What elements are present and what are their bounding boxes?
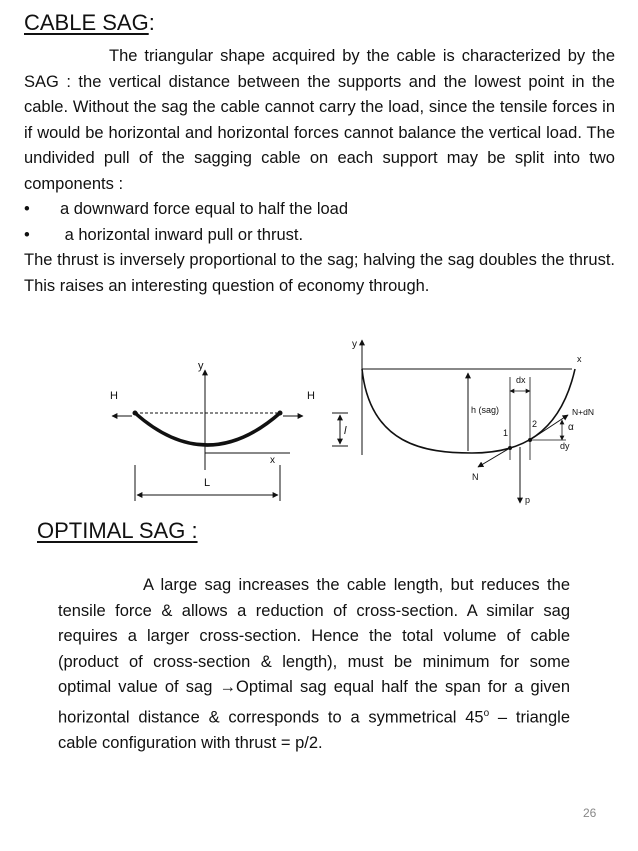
arrow-symbol: →: [219, 678, 236, 696]
optimal-sag-text: A large sag increases the cable length, but reduces the tensile force & allows a reduction of cross-section. A similar sag requires a larger cross-section. Hence the total volume of cable (product of cross-section & length), must be minimum for some optimal value of sag: [58, 576, 570, 696]
bullet-symbol: •: [24, 200, 30, 218]
point-2-label: 2: [532, 419, 538, 429]
sag-label: h (sag): [471, 405, 500, 415]
x-axis-label: x: [577, 354, 582, 364]
x-axis-label: x: [270, 455, 275, 466]
dy-label: dy: [560, 441, 570, 451]
cable-sag-heading: CABLE SAG:: [24, 10, 155, 35]
optimal-sag-text-continued: Optimal sag equal half the span for a given horizontal distance & corresponds to a symmetrical 45: [58, 678, 570, 726]
bullet-text: a downward force equal to half the load: [60, 200, 349, 218]
optimal-sag-heading: OPTIMAL SAG :: [37, 518, 198, 543]
dx-label: dx: [516, 375, 526, 385]
point-1-label: 1: [503, 428, 509, 438]
cable-sag-body: [24, 44, 615, 299]
load-label: p: [525, 495, 531, 505]
thrust-label-left: H: [110, 390, 118, 402]
support-right: [278, 411, 283, 416]
cable-sag-closing: The thrust is inversely proportional to the sag; halving the sag doubles the thrust. This raises an interesting question of economy through.: [24, 251, 615, 295]
bullet-item: [24, 197, 615, 223]
bullet-text: a horizontal inward pull or thrust.: [60, 225, 304, 244]
optimal-sag-body: [58, 573, 570, 756]
page-number: 26: [583, 806, 597, 820]
cable-thrust-diagram: [110, 355, 360, 515]
tension-left-label: N: [472, 472, 479, 482]
support-left: [133, 411, 138, 416]
span-label: L: [204, 477, 211, 489]
optimal-sag-text-end: – triangle cable configuration with thrust = p/2.: [58, 708, 570, 752]
angle-label: α: [568, 422, 574, 433]
degree-symbol: o: [483, 707, 490, 719]
bullet-item: [24, 223, 615, 249]
cable-curve: [135, 413, 280, 445]
y-axis-label: y: [198, 360, 204, 372]
cable-element-diagram: [340, 335, 630, 510]
thrust-label-right: H: [307, 390, 315, 402]
cable-sag-paragraph: The triangular shape acquired by the cable is characterized by the SAG : the vertical distance between the supports and the lowest point in the cable. Without the sag the cable cannot carry the load, since the tensile forces in if would be horizontal and horizontal forces cannot balance the vertical load. The undivided pull of the sagging cable on each support may be split into two components :: [24, 47, 615, 193]
bullet-symbol: •: [24, 225, 30, 244]
sag-label: l: [344, 425, 347, 437]
y-axis-label: y: [352, 339, 357, 350]
tension-right-label: N+dN: [572, 407, 594, 417]
